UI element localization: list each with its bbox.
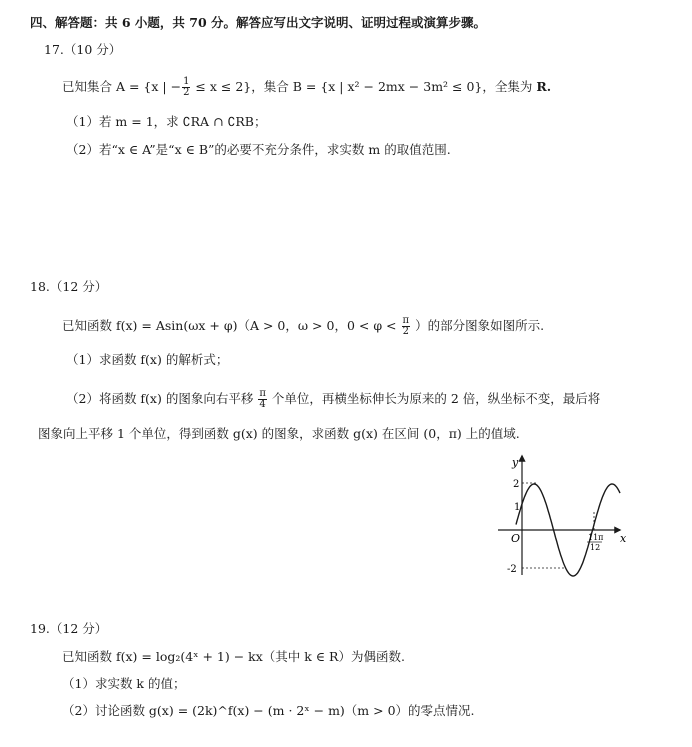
q17-stem-pre: 已知集合 A = {x |	[62, 79, 167, 94]
q18-frac-num: π	[402, 315, 410, 326]
q18-part2-line2: 图象向上平移 1 个单位，得到函数 g(x) 的图象，求函数 g(x) 在区间 (0，π) 上的值域.	[38, 426, 520, 441]
q18-number: 18.（12 分）	[30, 279, 108, 294]
x-tick-num: 11π	[588, 533, 604, 542]
q17-number: 17.（10 分）	[44, 42, 122, 57]
q18-part2-fraction	[258, 389, 267, 410]
q18-p2-frac-den: 4	[259, 399, 266, 410]
q18-part2-pre: （2）将函数 f(x) 的图象向右平移	[66, 391, 254, 406]
q18-stem-pre: 已知函数 f(x) = Asin(ωx + φ)（A > 0，ω > 0，0 < φ <	[62, 318, 397, 333]
q18-stem	[62, 316, 544, 337]
section-header: 四、解答题：共 6 小题，共 70 分。解答应写出文字说明、证明过程或演算步骤。	[30, 15, 487, 30]
q19-part1: （1）求实数 k 的值；	[62, 676, 186, 691]
q17-stem-mid: ≤ x ≤ 2}，集合 B = {x | x² − 2mx − 3m² ≤ 0}，全集为	[195, 79, 533, 94]
x-tick-den: 12	[590, 543, 601, 552]
q18-part2-post: 个单位，再横坐标伸长为原来的 2 倍，纵坐标不变，最后将	[271, 391, 601, 406]
y-tick-2: 2	[513, 479, 520, 490]
q18-frac-den: 2	[402, 326, 409, 337]
q17-frac-den: 2	[183, 87, 190, 98]
q18-part2	[66, 389, 600, 410]
q17-stem-R: R.	[536, 79, 552, 94]
q17-frac-num: 1	[183, 76, 190, 87]
x-axis-label: x	[620, 532, 627, 545]
q18-p2-frac-num: π	[259, 388, 266, 399]
q18-stem-post: ）的部分图象如图所示.	[415, 318, 545, 333]
q17-part2: （2）若“x ∈ A”是“x ∈ B”的必要不充分条件，求实数 m 的取值范围.	[66, 142, 451, 157]
y-axis-label: y	[512, 456, 519, 469]
q19-stem: 已知函数 f(x) = log₂(4ˣ + 1) − kx（其中 k ∈ R）为偶函数.	[62, 649, 405, 664]
q19-number: 19.（12 分）	[30, 621, 108, 636]
q18-part1: （1）求函数 f(x) 的解析式；	[66, 352, 229, 367]
q17-stem: 已知集合 A = {x | − $\frac{1}{2}$ ≤ x ≤ 2}，集合 B = {x | x² − 2mx − 3m² ≤ 0}，全集为 R.	[62, 76, 552, 98]
y-tick-neg2: -2	[507, 564, 517, 575]
function-graph	[492, 450, 632, 580]
y-tick-1: 1	[514, 502, 521, 513]
q17-fraction	[182, 77, 190, 98]
q19-part2: （2）讨论函数 g(x) = (2k)^f(x) − (m · 2ˣ − m)（m > 0）的零点情况.	[62, 703, 475, 718]
origin-label: O	[511, 532, 521, 545]
q17-part1: （1）若 m = 1，求 ∁RA ∩ ∁RB；	[66, 114, 267, 129]
q18-fraction	[402, 316, 411, 337]
